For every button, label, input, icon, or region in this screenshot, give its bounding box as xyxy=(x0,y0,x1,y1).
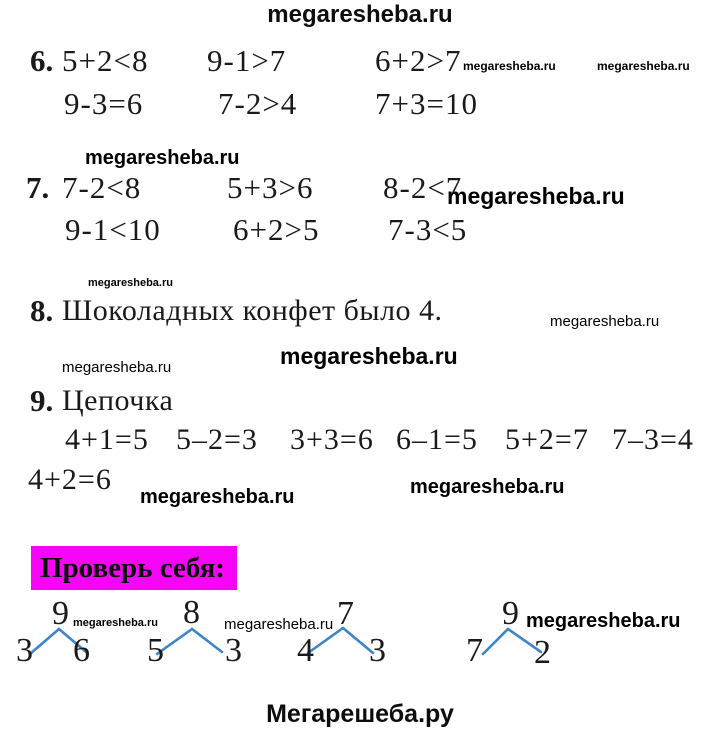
footer-brand: Мегарешеба.ру xyxy=(266,700,454,728)
problem9-number: 9. xyxy=(30,383,54,418)
watermark: megaresheba.ru xyxy=(224,616,334,633)
problem8-text: Шоколадных конфет было 4. xyxy=(62,294,443,327)
chain-equation: 3+3=6 xyxy=(290,423,374,456)
diagram-part-right: 3 xyxy=(225,632,242,669)
watermark: megaresheba.ru xyxy=(85,147,240,169)
equation: 9-1<10 xyxy=(65,212,161,247)
site-title: megaresheba.ru xyxy=(267,1,453,28)
equation: 9-1>7 xyxy=(207,43,287,78)
diagram-part-right: 6 xyxy=(73,632,90,669)
chain-equation: 4+2=6 xyxy=(28,463,112,496)
equation: 7+3=10 xyxy=(375,86,478,121)
watermark: megaresheba.ru xyxy=(526,610,681,632)
diagram-total: 9 xyxy=(502,595,519,632)
problem6-number: 6. xyxy=(30,43,54,78)
watermark: megaresheba.ru xyxy=(550,313,660,330)
equation: 8-2<7 xyxy=(383,170,463,205)
diagram-part-right: 2 xyxy=(534,634,551,671)
decomposition-lines xyxy=(0,590,720,680)
chain-equation: 5–2=3 xyxy=(176,423,258,456)
equation: 5+3>6 xyxy=(227,170,314,205)
watermark: megaresheba.ru xyxy=(597,59,690,73)
equation: 9-3=6 xyxy=(64,86,144,121)
chain-equation: 7–3=4 xyxy=(612,423,694,456)
equation: 7-2<8 xyxy=(62,170,142,205)
watermark: megaresheba.ru xyxy=(410,476,565,498)
diagram-total: 9 xyxy=(52,595,69,632)
watermark: megaresheba.ru xyxy=(88,277,173,289)
watermark: megaresheba.ru xyxy=(62,359,172,376)
equation: 7-3<5 xyxy=(388,212,468,247)
equation: 6+2>7 xyxy=(375,43,462,78)
diagram-total: 7 xyxy=(337,595,354,632)
diagram-part-right: 3 xyxy=(369,632,386,669)
problem9-title: Цепочка xyxy=(62,384,174,417)
diagram-total: 8 xyxy=(183,594,200,631)
diagram-part-left: 5 xyxy=(147,632,164,669)
diagram-part-left: 7 xyxy=(466,632,483,669)
equation: 7-2>4 xyxy=(218,86,298,121)
check-yourself-heading: Проверь себя: xyxy=(31,546,237,590)
diagram-part-left: 4 xyxy=(297,632,314,669)
problem7-number: 7. xyxy=(26,170,50,205)
chain-equation: 4+1=5 xyxy=(65,423,149,456)
diagram-part-left: 3 xyxy=(16,632,33,669)
chain-equation: 6–1=5 xyxy=(396,423,478,456)
watermark: megaresheba.ru xyxy=(447,183,625,209)
watermark: megaresheba.ru xyxy=(280,343,458,369)
chain-equation: 5+2=7 xyxy=(505,423,589,456)
watermark: megaresheba.ru xyxy=(73,617,158,629)
equation: 5+2<8 xyxy=(62,43,149,78)
watermark: megaresheba.ru xyxy=(140,486,295,508)
equation: 6+2>5 xyxy=(233,212,320,247)
problem8-number: 8. xyxy=(30,293,54,328)
watermark: megaresheba.ru xyxy=(463,59,556,73)
